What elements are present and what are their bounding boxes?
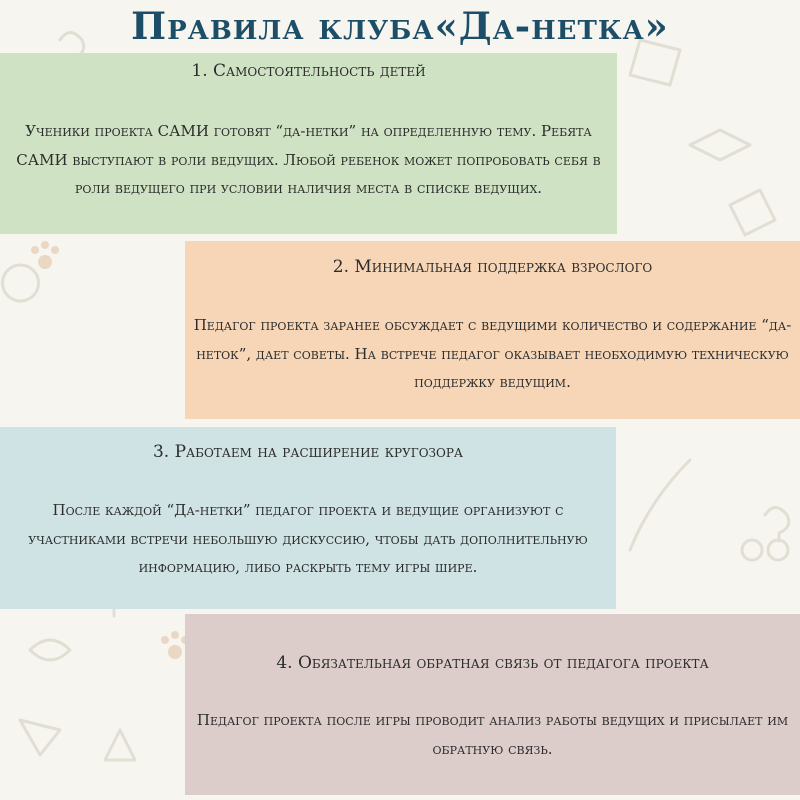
rule-text: Педагог проекта заранее обсуждает с ведущими количество и содержание “да-неток”, дает советы. На встрече педагог оказывает необходимую техническую поддержку ведущим. [193, 316, 792, 391]
rule-title: 1. Самостоятельность детей [191, 61, 426, 81]
paw-icon [2, 265, 38, 301]
rule-card-1 [0, 53, 617, 234]
rule-text: После каждой “Да-нетки” педагог проекта и ведущие организуют с участниками встречи небольшую дискуссию, чтобы дать дополнительную информацию, либо раскрыть тему игры шире. [28, 501, 588, 576]
feather-icon [630, 460, 690, 550]
star-icon [105, 730, 135, 760]
chef-hat-icon [30, 640, 70, 660]
question-mark-icon [765, 508, 789, 542]
glasses-icon [742, 540, 762, 560]
rule-card-4 [185, 614, 800, 795]
rule-title: 4. Обязательная обратная связь от педагога проекта [276, 653, 709, 673]
graduation-cap-icon [690, 130, 750, 160]
rule-card-3 [0, 427, 616, 609]
rule-title: 3. Работаем на расширение кругозора [152, 442, 464, 462]
page-title: Правила клуба«Да-нетка» [131, 4, 669, 48]
rule-card-2 [185, 241, 800, 419]
rule-title: 2. Минимальная поддержка взрослого [332, 257, 653, 277]
rule-text: Ученики проекта САМИ готовят “да-нетки” на определенную тему. Ребята САМИ выступают в роли ведущих. Любой ребенок может попробовать себя в роли ведущего при условии наличия места в списке ведущих. [16, 122, 601, 197]
rule-text: Педагог проекта после игры проводит анализ работы ведущих и присылает им обратную связь. [196, 711, 789, 758]
